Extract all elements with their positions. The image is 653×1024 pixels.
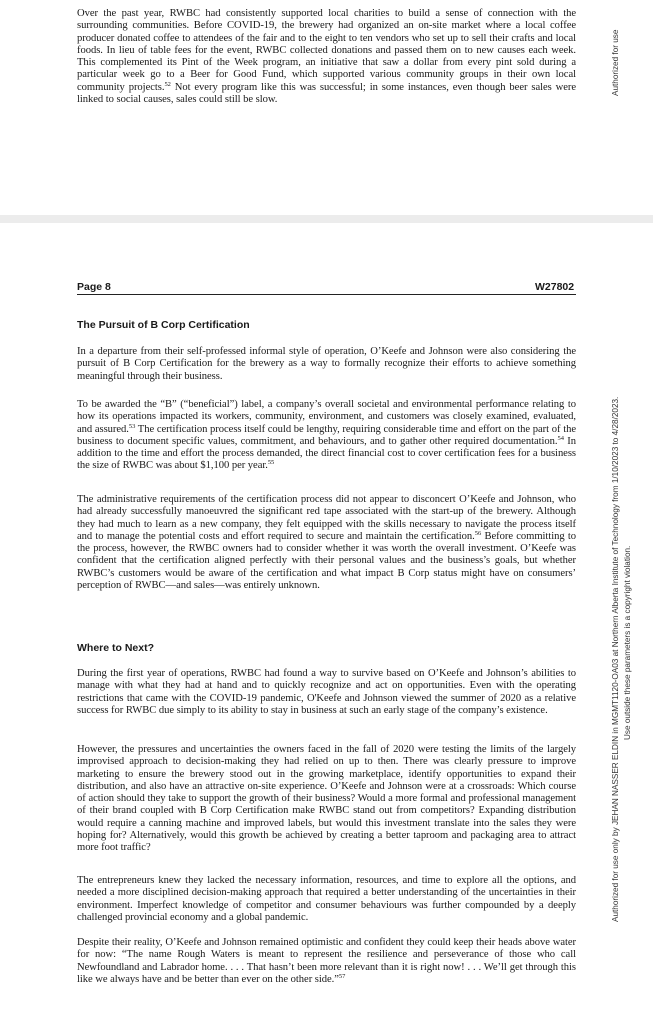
header-rule — [77, 294, 576, 295]
bcorp-paragraph-2: To be awarded the “B” (“beneficial”) label, a company’s overall societal and environmental performance relating to how its operations impacted its workers, community, environment, and customers was closely examined, evaluated, and assured.$^{53}$ The certification process itself could be lengthy, requiring considerable time and effort on the part of the business to document specific values, commitment, and behaviours, and to gather other required documentation.$^{54}$ In addition to the time and effort the process demanded, the direct financial cost to cover certification fees for a business the size of RWBC was about $1,100 per year.$^{55}$ — [77, 399, 576, 472]
footnote-54[interactable]: 54 — [557, 434, 564, 442]
footnote-56[interactable]: 56 — [474, 529, 482, 537]
copyright-watermark-line-1: Authorized for use only by JEHAN NASSER ELDIN in MGMT1120-OA03 at Northern Alberta Institute of Technology from 1/10/2023 to 4/28/2023. — [611, 396, 620, 922]
next-paragraph-3: The entrepreneurs knew they lacked the necessary information, resources, and time to explore all the options, and needed a more disciplined decision-making approach that required a better understanding of the uncertainties in their environment. Imperfect knowledge of competitor and consumer behaviours was further compounded by a deeply challenged provincial economy and a global pandemic. — [77, 875, 576, 923]
section-heading-next: Where to Next? — [77, 642, 155, 654]
bcorp-paragraph-3: The administrative requirements of the certification process did not appear to disconcert O’Keefe and Johnson, who had already successfully manoeuvred the significant red tape associated with the start-up of the brewery. Although they had much to learn as a new company, they felt equipped with the skills necessary to navigate the process itself and to manage the potential costs and effort required to secure and maintain the certification.$^{56}$ Before committing to the process, however, the RWBC owners had to consider whether it was worth the overall investment. O’Keefe was confident that the certification aligned perfectly with their personal values and the business’s goals, but whether RWBC’s customers would be aware of the certification and what impact B Corp status might have on consumers’ perception of RWBC—and sales—was entirely unknown. — [77, 494, 576, 592]
section-heading-bcorp: The Pursuit of B Corp Certification — [77, 319, 250, 331]
case-code: W27802 — [535, 281, 575, 293]
next-paragraph-4: Despite their reality, O’Keefe and Johnson remained optimistic and confident they could keep their heads above water for now: “The name Rough Waters is meant to represent the resilience and perseverance of those who call Newfoundland and Labrador home. . . . That hasn’t been more relevant than it is right now! . . . We’ll get through this like we always have and be better than ever on the other side.”$^{57}$ — [77, 937, 576, 985]
next-paragraph-2: However, the pressures and uncertainties the owners faced in the fall of 2020 were testing the limits of the largely improvised approach to decision-making they had relied on up to then. There was clearly pressure to improve marketing to ensure the brewery stood out in the growing marketplace, identify opportunities to expand their distribution, and also have an attractive on-site experience. O’Keefe and Johnson were at a crossroads: Which course of action should they take to support the growth of their business? Would a more formal and professional management of their brand coupled with B Corp Certification make RWBC stand out from competitors? Expanding distribution would require a canning machine and improved labels, but would this investment translate into the sales they were hoping for? Alternatively, would this growth be achieved by creating a better taproom and packaging area to attract more foot traffic? — [77, 744, 576, 854]
previous-page-fragment — [0, 0, 653, 215]
next-paragraph-1: During the first year of operations, RWBC had found a way to survive based on O’Keefe and Johnson’s abilities to manage with what they had at hand and to quickly recognize and act on opportunities. Even with the operating restrictions that came with the COVID-19 pandemic, O'Keefe and Johnson viewed the summer of 2020 as a relative success for RWBC due simply to its ability to stay in business at such an early stage of the company’s existence. — [77, 668, 576, 716]
charities-paragraph: Over the past year, RWBC had consistently supported local charities to build a sense of connection with the surrounding communities. Before COVID-19, the brewery had organized an on-site market where a local coffee producer donated coffee to attendees of the fair and to the eight to ten vendors who set up to sell their crafts and local foods. In lieu of table fees for the event, RWBC collected donations and passed them on to new causes each week. This complemented its Pint of the Week program, an initiative that saw a dollar from every pint sold during a particular week go to a Beer for Good Fund, which supported various community groups in their own local community projects.$^{52}$ Not every program like this was successful; in some instances, even though beer sales were linked to social causes, sales could still be slow. — [77, 8, 577, 106]
page-number: Page 8 — [77, 281, 111, 293]
bcorp-paragraph-1: In a departure from their self-professed informal style of operation, O’Keefe and Johnson were also considering the pursuit of B Corp Certification for the brewery as a way to formally recognize their efforts to achieve something meaningful through their business. — [77, 346, 576, 382]
page-separator — [0, 215, 653, 223]
footnote-52[interactable]: 52 — [164, 80, 171, 88]
footnote-57[interactable]: 57 — [338, 972, 346, 980]
footnote-55[interactable]: 55 — [267, 459, 275, 467]
footnote-53[interactable]: 53 — [128, 422, 136, 430]
top-side-watermark: Authorized for use — [611, 29, 620, 96]
copyright-watermark-line-2: Use outside these parameters is a copyright violation. — [623, 545, 632, 740]
